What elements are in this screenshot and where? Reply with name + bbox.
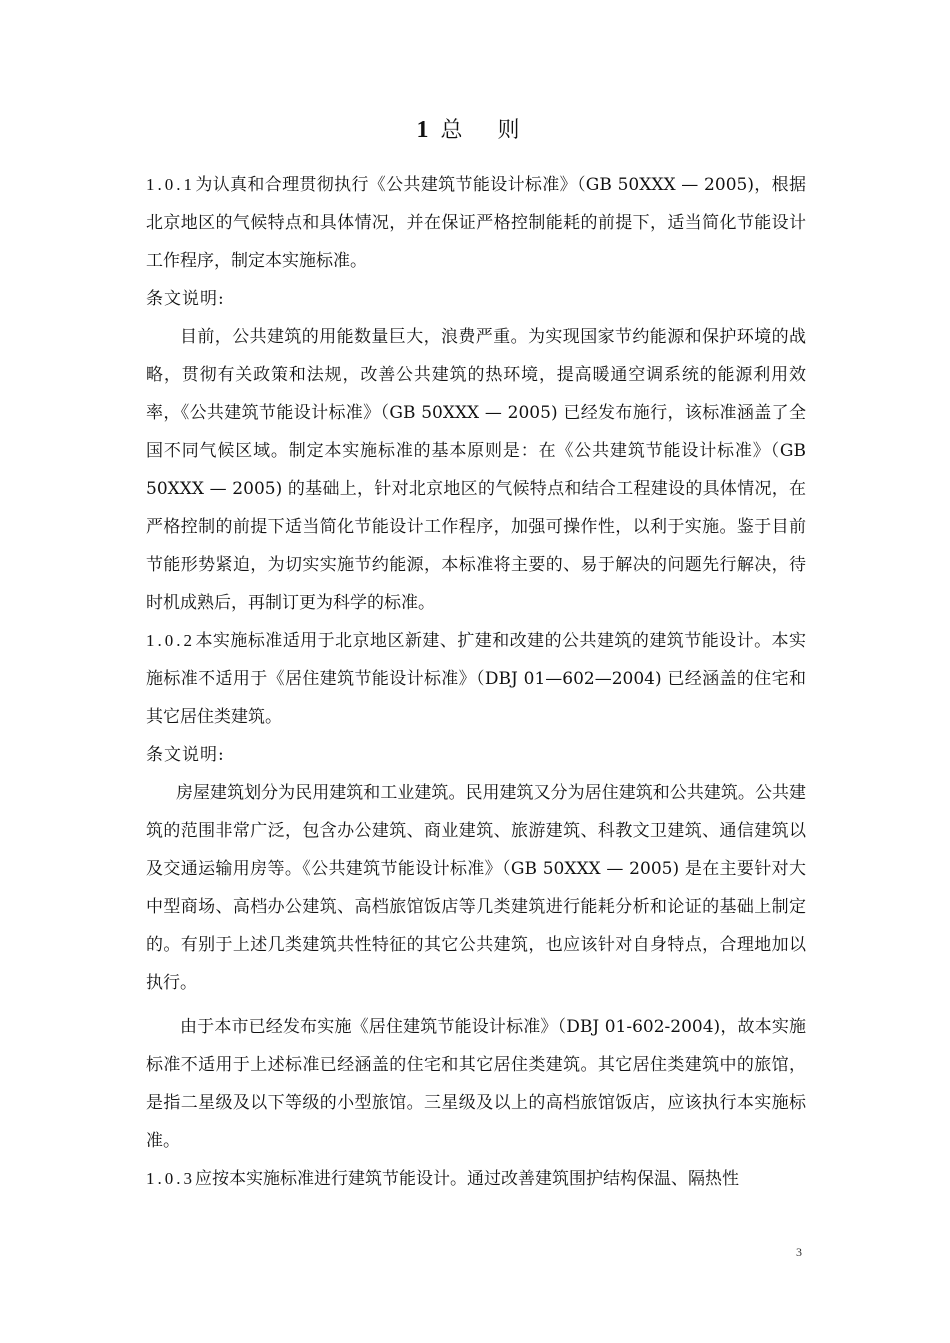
chapter-title [0,112,950,149]
chapter-number: 1 [416,117,431,143]
clause-text: 本实施标准适用于北京地区新建、扩建和改建的公共建筑的建筑节能设计。本实施标准不适用于《居住建筑节能设计标准》（DBJ 01—602—2004) 已经涵盖的住宅和其它居住类建筑。 [146,631,806,727]
clause-number: 1.0.2 [146,631,195,650]
clause-note-label: 条文说明: [146,289,225,309]
body-text [146,166,806,1198]
chapter-heading-text: 总 则 [440,118,534,143]
clause-text: 应按本实施标准进行建筑节能设计。通过改善建筑围护结构保温、隔热性 [195,1169,739,1189]
clause-note-label: 条文说明: [146,745,225,765]
clause-note-paragraph: 目前，公共建筑的用能数量巨大，浪费严重。为实现国家节约能源和保护环境的战略，贯彻有关政策和法规，改善公共建筑的热环境，提高暖通空调系统的能源利用效率，《公共建筑节能设计标准》（GB 50XXX — 2005) 已经发布施行，该标准涵盖了全国不同气候区域。制定本实施标准的基本原则是：在《公共建筑节能设计标准》（GB 50XXX — 2005) 的基础上，针对北京地区的气候特点和结合工程建设的具体情况，在严格控制的前提下适当简化节能设计工作程序，加强可操作性，以利于实施。鉴于目前节能形势紧迫，为切实实施节约能源，本标准将主要的、易于解决的问题先行解决，待时机成熟后，再制订更为科学的标准。 [146,327,806,613]
clause-1-0-1 [146,166,806,280]
clause-number: 1.0.3 [146,1169,195,1188]
clause-text: 为认真和合理贯彻执行《公共建筑节能设计标准》（GB 50XXX — 2005)，根据北京地区的气候特点和具体情况，并在保证严格控制能耗的前提下，适当简化节能设计工作程序，制定本实施标准。 [146,175,806,271]
clause-1-0-2 [146,622,806,736]
clause-note-paragraph: 由于本市已经发布实施《居住建筑节能设计标准》（DBJ 01-602-2004)，故本实施标准不适用于上述标准已经涵盖的住宅和其它居住类建筑。其它居住类建筑中的旅馆，是指二星级及以下等级的小型旅馆。三星级及以上的高档旅馆饭店，应该执行本实施标准。 [146,1017,806,1151]
page-number: 3 [796,1245,802,1259]
clause-note-paragraph: 房屋建筑划分为民用建筑和工业建筑。民用建筑又分为居住建筑和公共建筑。公共建筑的范围非常广泛，包含办公建筑、商业建筑、旅游建筑、科教文卫建筑、通信建筑以及交通运输用房等。《公共建筑节能设计标准》（GB 50XXX — 2005) 是在主要针对大中型商场、高档办公建筑、高档旅馆饭店等几类建筑进行能耗分析和论证的基础上制定的。有别于上述几类建筑共性特征的其它公共建筑，也应该针对自身特点，合理地加以执行。 [146,783,806,993]
clause-number: 1.0.1 [146,175,195,194]
clause-1-0-3 [146,1160,806,1198]
